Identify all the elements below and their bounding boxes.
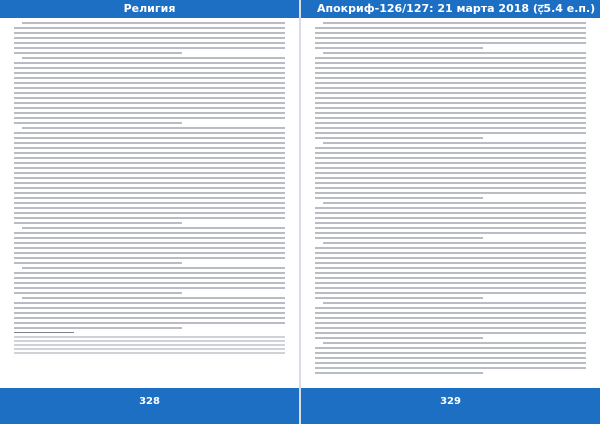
text-line: [14, 247, 285, 249]
text-line: [14, 202, 285, 204]
text-line: [315, 207, 586, 209]
left-header-band: [0, 0, 299, 18]
text-line: [14, 97, 285, 99]
text-line: [315, 232, 586, 234]
text-line: [315, 212, 586, 214]
text-line: [14, 102, 285, 104]
text-line: [315, 192, 586, 194]
text-line: [14, 147, 285, 149]
text-line: [14, 222, 182, 224]
text-line: [14, 32, 285, 34]
text-line: [315, 357, 586, 359]
footnote-rule: [14, 332, 74, 333]
text-line: [14, 27, 285, 29]
text-line: [14, 72, 285, 74]
text-line: [315, 97, 586, 99]
text-line: [14, 352, 285, 354]
text-line: [22, 127, 285, 129]
text-line: [14, 257, 285, 259]
left-page: [0, 0, 299, 424]
left-footer-band: [0, 388, 299, 424]
text-line: [14, 67, 285, 69]
text-line: [14, 77, 285, 79]
text-line: [14, 262, 182, 264]
text-line: [14, 152, 285, 154]
text-line: [315, 152, 586, 154]
text-line: [315, 262, 586, 264]
text-line: [315, 27, 586, 29]
text-line: [315, 317, 586, 319]
text-line: [315, 187, 586, 189]
text-line: [323, 52, 586, 54]
text-line: [14, 336, 285, 338]
text-line: [14, 292, 182, 294]
text-line: [315, 167, 586, 169]
text-line: [315, 372, 483, 374]
text-line: [315, 127, 586, 129]
text-line: [14, 197, 285, 199]
text-line: [14, 167, 285, 169]
text-line: [315, 282, 586, 284]
right-body-text: [315, 22, 586, 382]
text-line: [315, 292, 586, 294]
text-line: [315, 172, 586, 174]
text-line: [315, 62, 586, 64]
text-line: [315, 132, 586, 134]
left-page-number: 328: [139, 396, 160, 407]
text-line: [315, 122, 586, 124]
text-line: [323, 22, 586, 24]
text-line: [14, 192, 285, 194]
text-line: [14, 327, 182, 329]
text-line: [14, 322, 285, 324]
text-line: [315, 257, 586, 259]
text-line: [14, 177, 285, 179]
text-line: [315, 337, 483, 339]
text-line: [14, 62, 285, 64]
text-line: [22, 22, 285, 24]
text-line: [14, 92, 285, 94]
text-line: [315, 347, 586, 349]
text-line: [315, 137, 483, 139]
text-line: [323, 142, 586, 144]
text-line: [315, 177, 586, 179]
text-line: [315, 367, 586, 369]
text-line: [14, 112, 285, 114]
text-line: [14, 312, 285, 314]
text-line: [22, 227, 285, 229]
text-line: [315, 72, 586, 74]
text-line: [315, 322, 586, 324]
text-line: [14, 117, 285, 119]
text-line: [315, 37, 586, 39]
text-line: [315, 162, 586, 164]
text-line: [315, 87, 586, 89]
text-line: [315, 297, 483, 299]
text-line: [14, 172, 285, 174]
text-line: [22, 267, 285, 269]
text-line: [315, 222, 586, 224]
text-line: [315, 332, 586, 334]
right-header-band: [301, 0, 600, 18]
text-line: [315, 107, 586, 109]
text-line: [14, 340, 285, 342]
text-line: [14, 52, 182, 54]
text-line: [14, 37, 285, 39]
text-line: [315, 307, 586, 309]
text-line: [315, 237, 483, 239]
text-line: [323, 242, 586, 244]
text-line: [14, 207, 285, 209]
text-line: [14, 348, 285, 350]
text-line: [315, 352, 586, 354]
text-line: [315, 32, 586, 34]
text-line: [323, 302, 586, 304]
text-line: [14, 107, 285, 109]
text-line: [315, 362, 586, 364]
text-line: [315, 57, 586, 59]
text-line: [315, 42, 586, 44]
text-line: [14, 317, 285, 319]
text-line: [14, 82, 285, 84]
text-line: [315, 92, 586, 94]
text-line: [315, 102, 586, 104]
text-line: [14, 307, 285, 309]
right-page-number: 329: [440, 396, 461, 407]
right-footer-band: [301, 388, 600, 424]
text-line: [14, 277, 285, 279]
text-line: [14, 242, 285, 244]
text-line: [315, 272, 586, 274]
text-line: [14, 42, 285, 44]
text-line: [315, 112, 586, 114]
text-line: [14, 217, 285, 219]
text-line: [14, 157, 285, 159]
text-line: [14, 287, 285, 289]
text-line: [315, 147, 586, 149]
text-line: [14, 272, 285, 274]
text-line: [315, 47, 483, 49]
text-line: [323, 342, 586, 344]
text-line: [14, 302, 285, 304]
text-line: [315, 287, 586, 289]
text-line: [315, 247, 586, 249]
text-line: [315, 182, 586, 184]
text-line: [14, 142, 285, 144]
text-line: [14, 212, 285, 214]
text-line: [315, 82, 586, 84]
text-line: [315, 327, 586, 329]
text-line: [315, 217, 586, 219]
text-line: [14, 282, 285, 284]
text-line: [14, 162, 285, 164]
text-line: [14, 344, 285, 346]
text-line: [14, 187, 285, 189]
text-line: [315, 252, 586, 254]
text-line: [14, 232, 285, 234]
text-line: [14, 182, 285, 184]
right-page: [301, 0, 600, 424]
text-line: [315, 117, 586, 119]
text-line: [14, 252, 285, 254]
text-line: [315, 157, 586, 159]
text-line: [14, 132, 285, 134]
text-line: [315, 277, 586, 279]
text-line: [315, 197, 483, 199]
right-header-title: Апокриф-126/127: 21 марта 2018 (ट़5.4 е.п.): [317, 2, 596, 15]
text-line: [315, 77, 586, 79]
text-line: [323, 202, 586, 204]
left-header-title: Религия: [123, 2, 176, 15]
left-body-text: [14, 22, 285, 382]
text-line: [315, 267, 586, 269]
text-line: [315, 227, 586, 229]
text-line: [14, 87, 285, 89]
text-line: [14, 122, 182, 124]
text-line: [315, 67, 586, 69]
text-line: [22, 57, 285, 59]
text-line: [14, 237, 285, 239]
text-line: [22, 297, 285, 299]
text-line: [14, 137, 285, 139]
text-line: [14, 47, 285, 49]
text-line: [315, 312, 586, 314]
